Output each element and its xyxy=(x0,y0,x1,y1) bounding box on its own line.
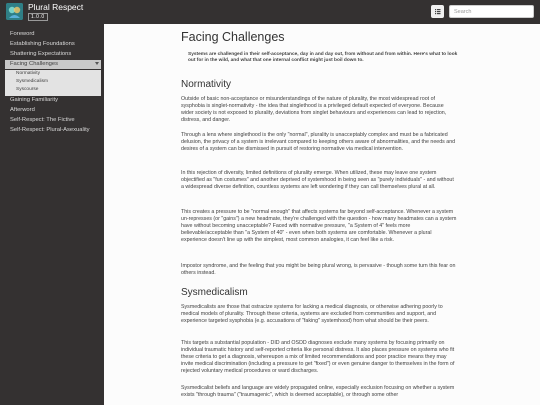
sidebar-item-facing-challenges[interactable] xyxy=(5,60,101,69)
sidebar-subitem-sysmedicalism[interactable]: Sysmedicalism xyxy=(16,79,48,84)
paragraph: Outside of basic non-acceptance or misunderstandings of the nature of plurality, the most widespread root of sysphobia is singlet-normativity - the idea that singlethood is a privileged default expected of everyone. Because wider society is not exposed to plurality, deviations from singlet behaviours and experiences can lead to rejection, distress, and danger. xyxy=(181,96,447,123)
top-bar xyxy=(0,0,540,24)
sidebar-subitem-syscourse[interactable]: Syscourse xyxy=(16,87,39,92)
list-menu-icon[interactable] xyxy=(431,5,444,18)
paragraph: This creates a pressure to be "normal enough" that affects systems far beyond self-acceptance. Whenever a system un-represses (or "gains") a new headmate, they're challenged with the question - how many headmates can a system have without becoming unacceptable? Faced with normative pressure, "a System of 4" feels more believable/acceptable than "a System of 40" - even when both systems are comfortable. Whenever a plural experience doesn't line up with the simplest, most common analogies, it can feel like a risk. xyxy=(181,209,457,243)
sidebar-subitem-normativity[interactable]: Normativity xyxy=(16,71,40,76)
sidebar-item-self-respect-fictive[interactable]: Self-Respect: The Fictive xyxy=(10,117,75,123)
paragraph: This targets a substantial population - DID and OSDD diagnoses exclude many systems by focusing primarily on individual traumatic history and self-reported criteria like personal distress. It also places pressure on systems who fit these criteria to get a diagnosis, whereupon a mix of limited recommendations and poor practice means they may invite medical discrimination (including a pressure to get "fixed") or even genuine danger to themselves in the form of rejected voluntary medical procedures or ward discharges. xyxy=(181,340,455,374)
sidebar-item-self-respect-plural-asexuality[interactable]: Self-Respect: Plural-Asexuality xyxy=(10,127,90,133)
paragraph: In this rejection of diversity, limited definitions of plurality emerge. When utilized, these may leave one system objectified as "fun costumes" and another deprived of systemhood in being seen as "purely individuals" - and without a widespread diverse definition, countless systems are left wondering if they can call themselves plural at all. xyxy=(181,170,454,190)
sidebar-item-foreword[interactable]: Foreword xyxy=(10,31,35,37)
section-heading-normativity: Normativity xyxy=(181,79,232,90)
sidebar-item-afterword[interactable]: Afterword xyxy=(10,107,35,113)
paragraph: Sysmedicalist beliefs and language are widely propagated online, especially exclusion focusing on whether a system exists "through trauma" ("traumagenic", which is deemed acceptable), or through some other xyxy=(181,385,455,398)
page-title: Facing Challenges xyxy=(181,30,285,44)
version-badge: 1.0.0 xyxy=(28,13,48,21)
caret-down-icon[interactable] xyxy=(95,62,99,65)
paragraph: Sysmedicalists are those that ostracize systems for lacking a medical diagnosis, or otherwise adhering poorly to medical models of plurality. Through these criteria, systems are excluded from communities and support, and experience targeted sysphobia (e.g. accusations of "faking" systemhood) from what should be their peers. xyxy=(181,304,443,324)
page-abstract: Systems are challenged in their self-acceptance, day in and day out, from without and from within. Here's what to look out for in the wild, and what that one internal conflict might just boil down to. xyxy=(188,52,458,63)
search-input[interactable]: Search xyxy=(449,5,534,18)
sidebar-item-shattering-expectations[interactable]: Shattering Expectations xyxy=(10,51,72,57)
main-content xyxy=(104,24,540,405)
site-title[interactable]: Plural Respect xyxy=(28,2,84,12)
sidebar xyxy=(0,24,104,405)
sidebar-item-establishing-foundations[interactable]: Establishing Foundations xyxy=(10,41,75,47)
sidebar-item-label: Facing Challenges xyxy=(10,61,59,67)
plural-respect-logo-icon[interactable] xyxy=(6,3,23,20)
paragraph: Through a lens where singlethood is the only "normal", plurality is unacceptably complex and must be a fabricated delusion, the privacy of a system is irrelevant compared to keeping others aware of abnormalities, and the needs and desires of a system can be dismissed in pursuit of restoring normative via medical intervention. xyxy=(181,132,456,152)
paragraph: Impostor syndrome, and the feeling that you might be being plural wrong, is pervasive - though some turn this fear on others instead. xyxy=(181,263,456,276)
section-heading-sysmedicalism: Sysmedicalism xyxy=(181,287,248,298)
sidebar-item-gaining-familiarity[interactable]: Gaining Familiarity xyxy=(10,97,58,103)
sidebar-subnav xyxy=(5,70,101,96)
